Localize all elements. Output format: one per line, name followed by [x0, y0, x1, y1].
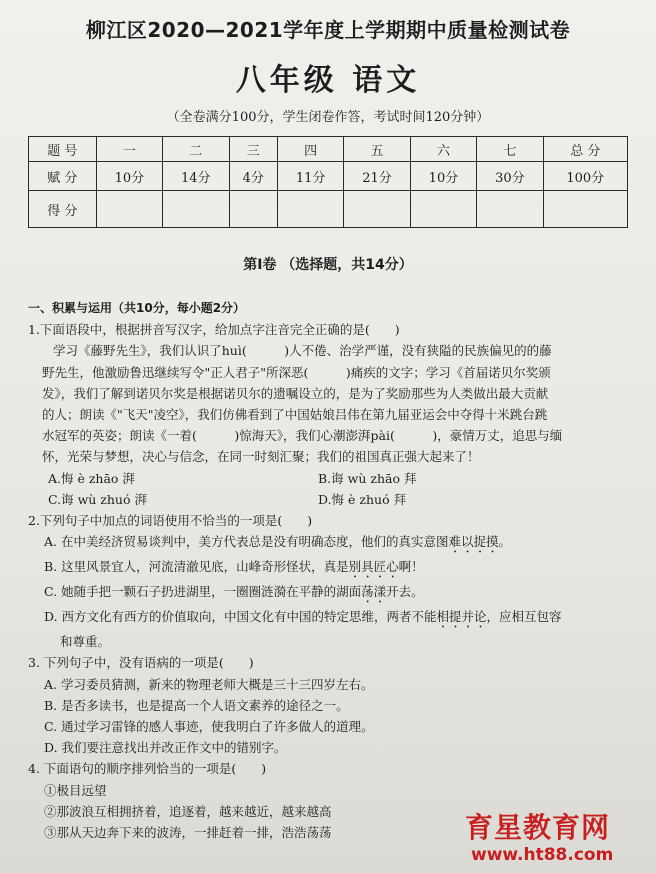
points-cell: 21分 [344, 162, 410, 191]
points-cell: 10分 [96, 162, 162, 191]
passage-line: 学习《藤野先生》，我们认识了huì( )人不倦、治学严谨，没有狭隘的民族偏见的的藤 [53, 343, 552, 359]
dotted-phrase: 难以捉摸 [448, 534, 499, 550]
passage-line: 的人；朗读《"飞天"凌空》，我们仿佛看到了中国姑娘吕伟在第九届亚运会中夺得十米跳台跳 [42, 407, 548, 423]
question-stem: 1.下面语段中，根据拼音写汉字，给加点字注音完全正确的是( ) [28, 322, 400, 338]
score-cell [163, 191, 229, 228]
option-c: C.诲 wù zhuó 湃 [48, 491, 147, 507]
option-c [28, 581, 638, 606]
watermark-name: 育星教育网 [465, 811, 611, 844]
dotted-phrase: 荡漾 [361, 584, 387, 600]
option-row [28, 468, 638, 489]
score-cell [477, 191, 543, 228]
column-header: 二 [163, 137, 229, 162]
option-text: 啊！ [398, 559, 424, 575]
dotted-phrase: 别具匠心 [348, 559, 399, 575]
column-header: 七 [477, 137, 543, 162]
score-table-score-row [29, 191, 628, 228]
score-cell [344, 191, 410, 228]
option-a [28, 531, 638, 556]
option-c: C. 通过学习雷锋的感人事迹，使我明白了许多做人的道理。 [44, 719, 374, 735]
exam-note: （全卷满分100分，学生闭卷作答，考试时间120分钟） [166, 110, 490, 125]
column-header: 四 [277, 137, 343, 162]
option-text: B. 这里风景宜人，河流清澈见底，山峰奇形怪状，真是 [44, 559, 349, 575]
questions-body [28, 298, 638, 843]
passage-line: 发》，我们了解到诺贝尔奖是根据诺贝尔的遗嘱设立的，是为了奖励那些为人类做出最大贡献 [42, 385, 549, 401]
passage-line: 野先生，他激励鲁迅继续写令"正人君子"所深恶( )痛疾的文字；学习《首届诺贝尔奖颁 [42, 364, 551, 380]
sentence-item: ①极目远望 [44, 782, 107, 798]
option-d: D.悔 è zhuó 拜 [318, 491, 407, 507]
watermark-url: www.ht88.com [471, 845, 614, 865]
question-stem: 2.下列句子中加点的词语使用不恰当的一项是( ) [28, 513, 313, 529]
option-b: B. 是否多读书，也是提高一个人语文素养的途径之一。 [44, 697, 349, 713]
option-text: ，应相互包容 [486, 609, 562, 625]
points-cell: 30分 [477, 162, 543, 191]
column-header: 六 [410, 137, 476, 162]
option-text: 。 [498, 534, 512, 550]
option-a: A.悔 è zhāo 湃 [48, 470, 135, 486]
option-d [28, 606, 638, 631]
site-watermark [465, 812, 655, 872]
column-header: 五 [344, 137, 410, 162]
option-row [28, 489, 638, 510]
points-cell: 4分 [229, 162, 277, 191]
score-table-points-row [29, 162, 628, 191]
option-a: A. 学习委员猜测，新来的物理老师大概是三十三四岁左右。 [44, 676, 374, 692]
option-text: C. 她随手把一颗石子扔进湖里，一圈圈涟漪在平静的湖面 [44, 584, 362, 600]
part-title: 第Ⅰ卷 （选择题，共14分） [243, 257, 413, 273]
score-cell [96, 191, 162, 228]
sentence-item: ③那从天边奔下来的波涛，一排赶着一排，浩浩荡荡 [44, 825, 332, 841]
option-b: B.诲 wù zhāo 拜 [318, 470, 417, 486]
row-label: 得 分 [29, 191, 97, 228]
question-stem: 4. 下面语句的顺序排列恰当的一项是( ) [28, 761, 267, 777]
question-stem: 3. 下列句子中，没有语病的一项是( ) [28, 655, 254, 671]
sentence-item: ②那波浪互相拥挤着，追逐着，越来越近，越来越高 [44, 803, 332, 819]
score-cell [277, 191, 343, 228]
option-d-continued: 和尊重。 [60, 634, 111, 650]
score-cell [410, 191, 476, 228]
option-d: D. 我们要注意找出并改正作文中的错别字。 [44, 740, 287, 756]
section-heading: 一、积累与运用（共10分，每小题2分） [28, 301, 246, 315]
option-text: 开去。 [386, 584, 424, 600]
passage-line: 怀，光荣与梦想，决心与信念，在同一时刻汇聚；我们的祖国真正强大起来了！ [42, 449, 480, 465]
passage-line: 水冠军的英姿；朗读《一着( )惊海天》，我们心潮澎湃pài( )，豪情万丈，追思与缅 [42, 428, 563, 444]
points-cell: 11分 [277, 162, 343, 191]
column-header: 总 分 [543, 137, 627, 162]
option-b [28, 556, 638, 581]
score-table [28, 136, 628, 228]
dotted-phrase: 相提并论 [436, 609, 487, 625]
column-header: 三 [229, 137, 277, 162]
option-text: A. 在中美经济贸易谈判中，美方代表总是没有明确态度，他们的真实意图 [44, 534, 449, 550]
score-cell [229, 191, 277, 228]
score-table-header-row [29, 137, 628, 162]
row-label: 题 号 [29, 137, 97, 162]
exam-title: 柳江区2020—2021学年度上学期期中质量检测试卷 [85, 18, 571, 42]
score-cell [543, 191, 627, 228]
row-label: 赋 分 [29, 162, 97, 191]
column-header: 一 [96, 137, 162, 162]
points-cell: 100分 [543, 162, 627, 191]
points-cell: 10分 [410, 162, 476, 191]
exam-subtitle: 八年级 语文 [235, 63, 421, 98]
option-text: D. 西方文化有西方的价值取向，中国文化有中国的特定思维，两者不能 [44, 609, 437, 625]
points-cell: 14分 [163, 162, 229, 191]
